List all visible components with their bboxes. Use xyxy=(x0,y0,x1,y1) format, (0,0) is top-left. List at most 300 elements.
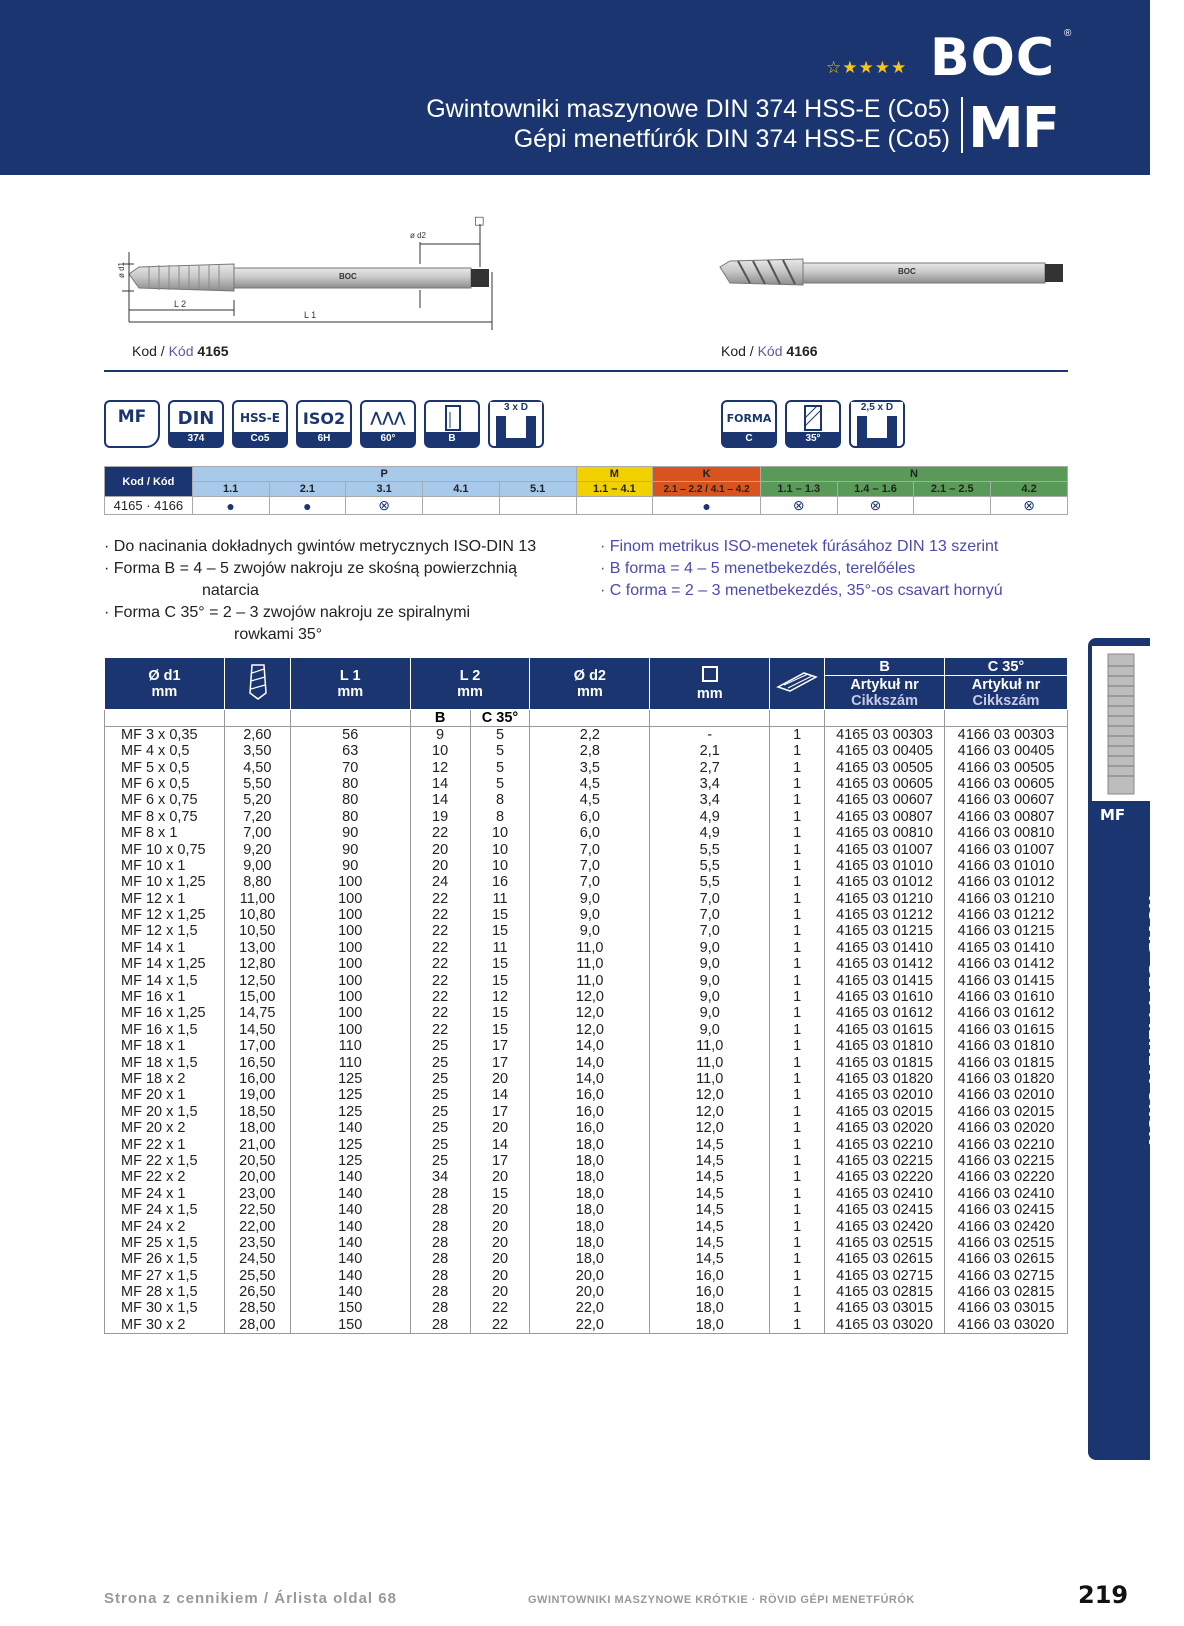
shank-d2: 7,0 xyxy=(530,874,650,890)
article-b: 4165 03 00505 xyxy=(825,759,945,775)
length-l1: 100 xyxy=(290,972,410,988)
square-size: 2,1 xyxy=(650,743,770,759)
subheader-row xyxy=(105,710,1068,727)
length-l2-c: 15 xyxy=(470,956,530,972)
side-tap-image xyxy=(1092,646,1150,801)
code-sep: / xyxy=(745,343,758,359)
square-size: - xyxy=(650,727,770,744)
length-l2-c: 5 xyxy=(470,776,530,792)
side-line-pl: GWINTOWNIKI MASZYNOWE KRÓTKIE xyxy=(1164,895,1184,1255)
title-hungarian: Gépi menetfúrók DIN 374 HSS-E (Co5) xyxy=(513,125,950,153)
package-icon xyxy=(774,669,820,695)
icon-subtext: 374 xyxy=(170,432,222,446)
length-l1: 140 xyxy=(290,1186,410,1202)
article-c: 4166 03 01010 xyxy=(945,858,1068,874)
length-l2-c: 17 xyxy=(470,1153,530,1169)
length-l2-b: 28 xyxy=(410,1251,470,1267)
length-l2-c: 20 xyxy=(470,1235,530,1251)
square-size: 16,0 xyxy=(650,1284,770,1300)
icon-text: ⋀⋀⋀ xyxy=(370,410,406,426)
pack-qty: 1 xyxy=(770,1317,825,1334)
group-k: K xyxy=(653,467,761,482)
icon-subtext: 6H xyxy=(298,432,350,446)
tap-drawing-4165 xyxy=(104,212,524,342)
pack-qty: 1 xyxy=(770,743,825,759)
length-l1: 80 xyxy=(290,792,410,808)
pack-qty: 1 xyxy=(770,989,825,1005)
note-line: natarcia xyxy=(202,582,259,599)
shank-d2: 9,0 xyxy=(530,891,650,907)
pack-qty: 1 xyxy=(770,907,825,923)
length-l2-c: 15 xyxy=(470,907,530,923)
thread-size: MF 30 x 2 xyxy=(105,1317,225,1334)
col-form-c: C 35° xyxy=(945,658,1068,676)
length-l1: 150 xyxy=(290,1317,410,1334)
length-l2-b: 22 xyxy=(410,1005,470,1021)
table-row xyxy=(105,776,1068,792)
table-row xyxy=(105,727,1068,744)
article-c: 4166 03 01610 xyxy=(945,989,1068,1005)
article-c: 4166 03 00605 xyxy=(945,776,1068,792)
note-line: · B forma = 4 – 5 menetbekezdés, terelőéles xyxy=(600,560,916,577)
length-l2-c: 15 xyxy=(470,923,530,939)
length-l2-b: 22 xyxy=(410,825,470,841)
length-l1: 100 xyxy=(290,940,410,956)
square-size: 9,0 xyxy=(650,972,770,988)
square-size: 14,5 xyxy=(650,1202,770,1218)
group-p: P xyxy=(192,467,576,482)
shank-d2: 14,0 xyxy=(530,1054,650,1070)
thread-size: MF 20 x 2 xyxy=(105,1120,225,1136)
table-row xyxy=(105,874,1068,890)
length-l1: 100 xyxy=(290,923,410,939)
length-l2-c: 17 xyxy=(470,1104,530,1120)
sub-cell: 2.1 – 2.5 xyxy=(914,482,991,497)
thread-size: MF 8 x 1 xyxy=(105,825,225,841)
pack-qty: 1 xyxy=(770,956,825,972)
col-pack xyxy=(770,658,825,710)
article-c: 4166 03 01212 xyxy=(945,907,1068,923)
code-number: 4165 xyxy=(197,343,229,359)
code-pl: Kod xyxy=(721,343,746,359)
length-l1: 100 xyxy=(290,874,410,890)
article-b: 4165 03 01610 xyxy=(825,989,945,1005)
col-l2-label: L 2 xyxy=(459,667,481,684)
table-row xyxy=(105,1071,1068,1087)
square-size: 14,5 xyxy=(650,1235,770,1251)
pack-qty: 1 xyxy=(770,1153,825,1169)
length-l2-b: 25 xyxy=(410,1071,470,1087)
shank-d2: 20,0 xyxy=(530,1268,650,1284)
article-c: 4166 03 03015 xyxy=(945,1300,1068,1316)
thread-size: MF 18 x 2 xyxy=(105,1071,225,1087)
table-row xyxy=(105,759,1068,775)
thread-size: MF 14 x 1,5 xyxy=(105,972,225,988)
length-l2-b: 28 xyxy=(410,1202,470,1218)
pack-qty: 1 xyxy=(770,759,825,775)
note-line: · Forma B = 4 – 5 zwojów nakroju ze skośną powierzchnią xyxy=(104,560,518,577)
length-l1: 100 xyxy=(290,956,410,972)
drill-dia: 2,60 xyxy=(224,727,290,744)
drill-dia: 14,50 xyxy=(224,1022,290,1038)
article-c: 4166 03 02020 xyxy=(945,1120,1068,1136)
shank-d2: 6,0 xyxy=(530,809,650,825)
thread-size: MF 12 x 1,25 xyxy=(105,907,225,923)
drill-dia: 7,00 xyxy=(224,825,290,841)
header-divider xyxy=(961,97,963,153)
article-b: 4165 03 00405 xyxy=(825,743,945,759)
pack-qty: 1 xyxy=(770,972,825,988)
length-l2-c: 11 xyxy=(470,891,530,907)
thread-size: MF 8 x 0,75 xyxy=(105,809,225,825)
icon-subtext: B xyxy=(426,432,478,446)
table-row xyxy=(105,972,1068,988)
table-row xyxy=(105,940,1068,956)
table-row xyxy=(105,1153,1068,1169)
sub-c: C 35° xyxy=(470,710,530,727)
shank-d2: 12,0 xyxy=(530,989,650,1005)
shank-d2: 7,0 xyxy=(530,841,650,857)
shank-d2: 4,5 xyxy=(530,792,650,808)
length-l2-c: 11 xyxy=(470,940,530,956)
drill-dia: 10,50 xyxy=(224,923,290,939)
length-l2-b: 22 xyxy=(410,940,470,956)
mark-cell: ● xyxy=(653,497,761,515)
note-line: · Forma C 35° = 2 – 3 zwojów nakroju ze spiralnymi xyxy=(104,604,471,621)
article-b: 4165 03 01612 xyxy=(825,1005,945,1021)
pack-qty: 1 xyxy=(770,1202,825,1218)
drill-dia: 22,50 xyxy=(224,1202,290,1218)
empty-cell xyxy=(530,710,650,727)
drill-dia: 7,20 xyxy=(224,809,290,825)
table-row xyxy=(105,1300,1068,1316)
length-l2-b: 20 xyxy=(410,858,470,874)
shank-d2: 11,0 xyxy=(530,972,650,988)
thread-size: MF 18 x 1,5 xyxy=(105,1054,225,1070)
square-size: 5,5 xyxy=(650,874,770,890)
depth-symbol xyxy=(496,416,536,448)
article-b: 4165 03 01412 xyxy=(825,956,945,972)
length-l2-c: 15 xyxy=(470,1022,530,1038)
thread-size: MF 18 x 1 xyxy=(105,1038,225,1054)
square-size: 14,5 xyxy=(650,1169,770,1185)
length-l1: 140 xyxy=(290,1268,410,1284)
thread-size: MF 25 x 1,5 xyxy=(105,1235,225,1251)
notes-polish xyxy=(104,536,574,646)
table-row xyxy=(105,1054,1068,1070)
length-l2-b: 22 xyxy=(410,956,470,972)
header-banner xyxy=(0,0,1150,175)
thread-size: MF 20 x 1 xyxy=(105,1087,225,1103)
article-b: 4165 03 00807 xyxy=(825,809,945,825)
sub-cell: 1.1 – 4.1 xyxy=(576,482,653,497)
code-hu: Kód xyxy=(168,343,194,359)
col-l1-label: L 1 xyxy=(339,667,361,684)
hss-e-icon xyxy=(232,400,288,448)
icon-text: FORMA xyxy=(726,411,772,425)
table-row xyxy=(105,1022,1068,1038)
length-l2-b: 10 xyxy=(410,743,470,759)
table-row xyxy=(105,1120,1068,1136)
material-code-header: Kod / Kód xyxy=(105,467,193,497)
shank-d2: 14,0 xyxy=(530,1038,650,1054)
forma-c-icon xyxy=(721,400,777,448)
sub-cell: 4.1 xyxy=(423,482,500,497)
form-b-icon xyxy=(424,400,480,448)
square-size: 2,7 xyxy=(650,759,770,775)
spiral-symbol xyxy=(787,402,839,434)
article-c: 4166 03 01810 xyxy=(945,1038,1068,1054)
mark-cell xyxy=(914,497,991,515)
article-b: 4165 03 01615 xyxy=(825,1022,945,1038)
icon-subtext: 60° xyxy=(362,432,414,446)
drill-dia: 22,00 xyxy=(224,1218,290,1234)
length-l2-c: 17 xyxy=(470,1038,530,1054)
empty-cell xyxy=(825,710,945,727)
length-l2-c: 20 xyxy=(470,1251,530,1267)
depth-symbol xyxy=(857,416,897,448)
thread-size: MF 16 x 1,5 xyxy=(105,1022,225,1038)
article-c: 4166 03 02015 xyxy=(945,1104,1068,1120)
drill-dia: 20,00 xyxy=(224,1169,290,1185)
empty-cell xyxy=(770,710,825,727)
code-label-4165 xyxy=(132,343,229,359)
sub-b: B xyxy=(410,710,470,727)
col-unit: mm xyxy=(696,685,723,702)
empty-cell xyxy=(650,710,770,727)
pack-qty: 1 xyxy=(770,1186,825,1202)
article-c: 4166 03 02410 xyxy=(945,1186,1068,1202)
table-row xyxy=(105,923,1068,939)
pack-qty: 1 xyxy=(770,1284,825,1300)
square-size: 18,0 xyxy=(650,1300,770,1316)
table-row xyxy=(105,841,1068,857)
pack-qty: 1 xyxy=(770,727,825,744)
col-d1 xyxy=(105,658,225,710)
art-label: Artykuł nr xyxy=(971,676,1041,693)
article-c: 4166 03 00505 xyxy=(945,759,1068,775)
article-b: 4165 03 02020 xyxy=(825,1120,945,1136)
length-l2-b: 25 xyxy=(410,1104,470,1120)
article-b: 4165 03 02410 xyxy=(825,1186,945,1202)
thread-size: MF 28 x 1,5 xyxy=(105,1284,225,1300)
icon-subtext: Co5 xyxy=(234,432,286,446)
length-l2-c: 8 xyxy=(470,792,530,808)
article-c: 4166 03 02715 xyxy=(945,1268,1068,1284)
side-line-hu: RÖVID GÉPI MENETFÚRÓK xyxy=(1144,895,1164,1144)
icon-text: 3 x D xyxy=(490,402,542,416)
table-row xyxy=(105,956,1068,972)
tap-logo: BOC xyxy=(339,272,357,281)
square-size: 3,4 xyxy=(650,776,770,792)
thread-size: MF 5 x 0,5 xyxy=(105,759,225,775)
article-b: 4165 03 03020 xyxy=(825,1317,945,1334)
mf-icon xyxy=(104,400,160,448)
square-size: 18,0 xyxy=(650,1317,770,1334)
footer-sep: / xyxy=(258,1590,275,1607)
col-d2-label: Ø d2 xyxy=(573,667,606,684)
article-b: 4165 03 00810 xyxy=(825,825,945,841)
length-l2-b: 34 xyxy=(410,1169,470,1185)
length-l2-c: 15 xyxy=(470,1186,530,1202)
sub-cell: 5.1 xyxy=(499,482,576,497)
d1-label: ø d1 xyxy=(117,261,126,278)
note-line: rowkami 35° xyxy=(234,626,323,643)
code-number: 4166 xyxy=(786,343,818,359)
shank-d2: 3,5 xyxy=(530,759,650,775)
drill-dia: 3,50 xyxy=(224,743,290,759)
col-unit: mm xyxy=(457,683,483,700)
drill-dia: 21,00 xyxy=(224,1136,290,1152)
square-size: 14,5 xyxy=(650,1136,770,1152)
pack-qty: 1 xyxy=(770,1038,825,1054)
square-size: 14,5 xyxy=(650,1153,770,1169)
drill-dia: 17,00 xyxy=(224,1038,290,1054)
drill-dia: 5,50 xyxy=(224,776,290,792)
square-size: 7,0 xyxy=(650,891,770,907)
article-c: 4166 03 00810 xyxy=(945,825,1068,841)
shank-d2: 7,0 xyxy=(530,858,650,874)
code-label-4166 xyxy=(721,343,818,359)
note-line: · C forma = 2 – 3 menetbekezdés, 35°-os csavart hornyú xyxy=(600,582,1003,599)
length-l2-b: 22 xyxy=(410,907,470,923)
drill-dia: 28,50 xyxy=(224,1300,290,1316)
shank-d2: 18,0 xyxy=(530,1235,650,1251)
product-table xyxy=(104,657,1068,1334)
length-l1: 110 xyxy=(290,1054,410,1070)
table-row xyxy=(105,1251,1068,1267)
sub-cell: 1.1 – 1.3 xyxy=(760,482,837,497)
article-c: 4166 03 02415 xyxy=(945,1202,1068,1218)
note-line: · Do nacinania dokładnych gwintów metrycznych ISO-DIN 13 xyxy=(104,538,537,555)
table-row xyxy=(105,1005,1068,1021)
square-size: 12,0 xyxy=(650,1104,770,1120)
drill-dia: 26,50 xyxy=(224,1284,290,1300)
code-sep: / xyxy=(156,343,169,359)
length-l2-b: 25 xyxy=(410,1087,470,1103)
icon-text: ISO2 xyxy=(302,408,346,428)
table-row xyxy=(105,1268,1068,1284)
length-l1: 140 xyxy=(290,1284,410,1300)
col-d1-label: Ø d1 xyxy=(148,667,181,684)
length-l2-c: 20 xyxy=(470,1268,530,1284)
length-l2-c: 20 xyxy=(470,1120,530,1136)
col-unit: mm xyxy=(337,683,364,700)
thread-size: MF 10 x 1 xyxy=(105,858,225,874)
col-unit: mm xyxy=(576,683,603,700)
pack-qty: 1 xyxy=(770,1251,825,1267)
length-l2-b: 22 xyxy=(410,1022,470,1038)
shank-d2: 18,0 xyxy=(530,1202,650,1218)
square-size: 9,0 xyxy=(650,1022,770,1038)
shank-d2: 22,0 xyxy=(530,1317,650,1334)
drill-dia: 10,80 xyxy=(224,907,290,923)
sub-cell: 4.2 xyxy=(991,482,1068,497)
shank-d2: 18,0 xyxy=(530,1251,650,1267)
pack-qty: 1 xyxy=(770,1169,825,1185)
pack-qty: 1 xyxy=(770,923,825,939)
thread-60-icon xyxy=(360,400,416,448)
thread-size: MF 22 x 2 xyxy=(105,1169,225,1185)
drill-dia: 23,00 xyxy=(224,1186,290,1202)
drill-dia: 18,00 xyxy=(224,1120,290,1136)
iso2-icon xyxy=(296,400,352,448)
empty-cell xyxy=(945,710,1068,727)
thread-size: MF 14 x 1,25 xyxy=(105,956,225,972)
table-row xyxy=(105,743,1068,759)
length-l2-b: 14 xyxy=(410,776,470,792)
length-l2-b: 22 xyxy=(410,923,470,939)
length-l2-b: 19 xyxy=(410,809,470,825)
length-l1: 100 xyxy=(290,1022,410,1038)
thread-size: MF 30 x 1,5 xyxy=(105,1300,225,1316)
thread-size: MF 24 x 2 xyxy=(105,1218,225,1234)
footer-pl: Strona z cennikiem xyxy=(104,1590,259,1607)
length-l2-c: 5 xyxy=(470,743,530,759)
empty-cell xyxy=(105,710,225,727)
square-size: 12,0 xyxy=(650,1120,770,1136)
col-d2 xyxy=(530,658,650,710)
group-m: M xyxy=(576,467,653,482)
article-b: 4165 03 01820 xyxy=(825,1071,945,1087)
material-mark-row xyxy=(105,497,1068,515)
square-size: 16,0 xyxy=(650,1268,770,1284)
article-b: 4165 03 02615 xyxy=(825,1251,945,1267)
icon-text: HSS-E xyxy=(240,411,280,425)
length-l1: 125 xyxy=(290,1153,410,1169)
mark-cell: ⊗ xyxy=(760,497,837,515)
pack-qty: 1 xyxy=(770,792,825,808)
drill-dia: 8,80 xyxy=(224,874,290,890)
article-b: 4165 03 01815 xyxy=(825,1054,945,1070)
length-l2-b: 9 xyxy=(410,727,470,744)
thread-size: MF 24 x 1 xyxy=(105,1186,225,1202)
shank-d2: 20,0 xyxy=(530,1284,650,1300)
table-row xyxy=(105,1038,1068,1054)
drill-dia: 5,20 xyxy=(224,792,290,808)
article-c: 4166 03 00405 xyxy=(945,743,1068,759)
sub-cell: 3.1 xyxy=(346,482,423,497)
drill-dia: 24,50 xyxy=(224,1251,290,1267)
square-size: 7,0 xyxy=(650,907,770,923)
shank-d2: 16,0 xyxy=(530,1087,650,1103)
thread-size: MF 3 x 0,35 xyxy=(105,727,225,744)
square-size: 14,5 xyxy=(650,1218,770,1234)
series-code: MF xyxy=(968,96,1058,161)
length-l2-b: 25 xyxy=(410,1054,470,1070)
section-divider xyxy=(104,370,1068,372)
thread-size: MF 12 x 1,5 xyxy=(105,923,225,939)
square-icon xyxy=(702,666,718,682)
col-drill-icon xyxy=(224,658,290,710)
l2-label: L 2 xyxy=(174,299,187,309)
shank-d2: 12,0 xyxy=(530,1022,650,1038)
thread-size: MF 22 x 1 xyxy=(105,1136,225,1152)
group-n: N xyxy=(760,467,1067,482)
icon-text: MF xyxy=(117,407,147,427)
article-c: 4166 03 01210 xyxy=(945,891,1068,907)
table-row xyxy=(105,1317,1068,1334)
material-table xyxy=(104,466,1068,515)
table-row xyxy=(105,858,1068,874)
table-row xyxy=(105,1218,1068,1234)
length-l1: 140 xyxy=(290,1218,410,1234)
length-l2-c: 12 xyxy=(470,989,530,1005)
mark-cell xyxy=(499,497,576,515)
article-b: 4165 03 00605 xyxy=(825,776,945,792)
length-l2-c: 20 xyxy=(470,1218,530,1234)
length-l2-c: 20 xyxy=(470,1169,530,1185)
